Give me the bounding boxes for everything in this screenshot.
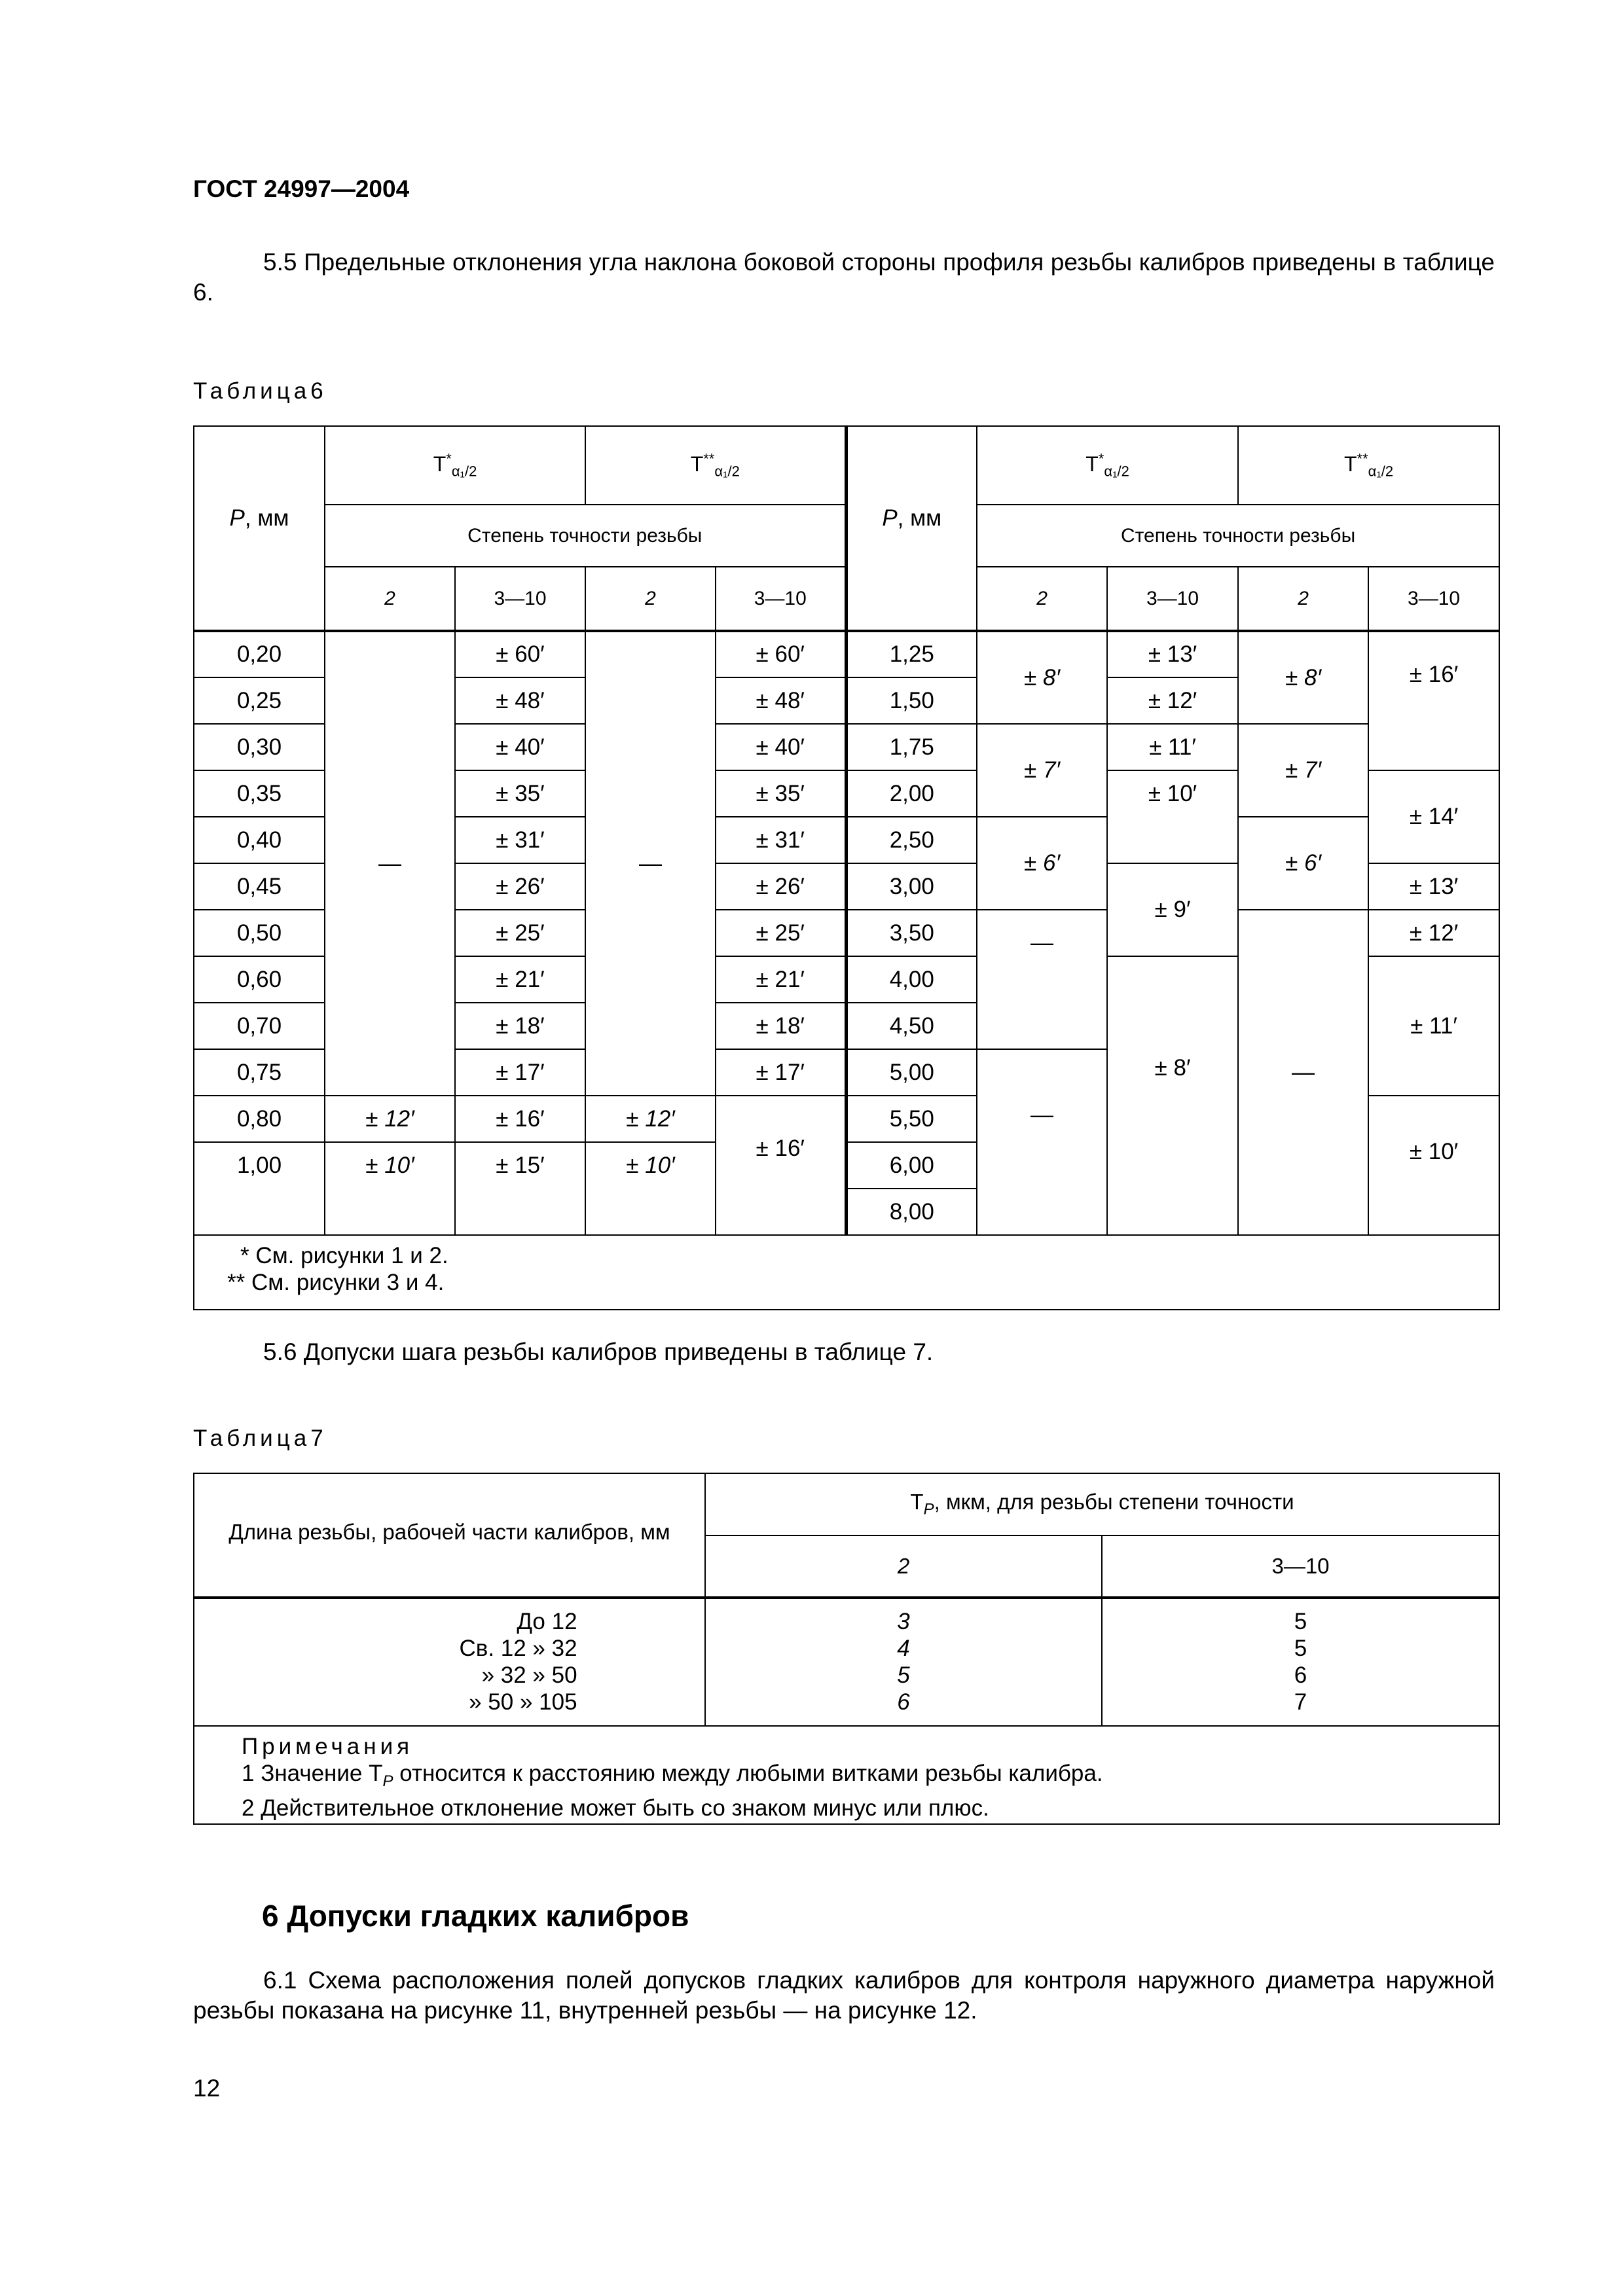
table6-value-cell: ± 10′: [1368, 1096, 1499, 1235]
table6-p-cell: 1,00: [194, 1142, 325, 1235]
table6-value-cell: ± 12′: [585, 1096, 716, 1142]
table7-value: 6: [1294, 1662, 1307, 1688]
table6-grade-2: 2: [585, 567, 716, 631]
table6-value-cell: ± 11′: [1107, 724, 1238, 770]
table6-value-cell: ± 13′: [1107, 631, 1238, 677]
table7-tp-header: $T_P$, мкм, для резьбы степени точности: [705, 1473, 1499, 1535]
table6-value-cell: ± 9′: [1107, 863, 1238, 956]
table7-value: 5: [1294, 1636, 1307, 1661]
table6-p-cell: 5,00: [846, 1049, 977, 1096]
table6-value-cell: ± 16′: [716, 1096, 846, 1235]
table6-dash-cell: —: [1238, 910, 1368, 1235]
table7-value: 3: [897, 1609, 910, 1634]
table6-dash-cell: —: [585, 631, 716, 1096]
table6-value-cell: ± 40′: [455, 724, 585, 770]
table6-footnote: ** См. рисунки 3 и 4.: [227, 1270, 445, 1295]
table6-grade-3-10: 3—10: [1368, 567, 1499, 631]
table6-value-cell: ± 12′: [1107, 677, 1238, 724]
table6-dash-cell: —: [977, 1049, 1107, 1235]
table6-value-cell: ± 48′: [455, 677, 585, 724]
table7-grade2-values: [705, 1598, 1102, 1726]
table6-value-cell: ± 26′: [455, 863, 585, 910]
table6-value-cell: ± 6′: [977, 817, 1107, 910]
table6-value-cell: ± 12′: [1368, 910, 1499, 956]
table6-p-cell: 1,50: [846, 677, 977, 724]
table6-p-cell: 2,50: [846, 817, 977, 863]
table7-notes-title: Примечания: [242, 1734, 414, 1759]
table6-p-cell: 3,50: [846, 910, 977, 956]
table6-value-cell: ± 25′: [716, 910, 846, 956]
table7-value: 5: [1294, 1609, 1307, 1634]
table6-accuracy-right: Степень точности резьбы: [977, 505, 1499, 567]
table6-p-cell: 4,50: [846, 1003, 977, 1049]
table6-p-cell: 8,00: [846, 1189, 977, 1235]
table6-value-cell: ± 60′: [716, 631, 846, 677]
table6-value-cell: ± 18′: [716, 1003, 846, 1049]
table6-p-cell: 0,20: [194, 631, 325, 677]
table6-caption: Таблица6: [193, 378, 327, 404]
page-number: 12: [193, 2075, 221, 2102]
table6-value-cell: ± 13′: [1368, 863, 1499, 910]
table7-note-2: 2 Действительное отклонение может быть со знаком минус или плюс.: [242, 1795, 989, 1821]
table6-value-cell: ± 8′: [1107, 956, 1238, 1235]
table6-value-cell: ± 35′: [716, 770, 846, 817]
table6-value-cell: ± 8′: [977, 631, 1107, 724]
table6-value-cell: ± 7′: [977, 724, 1107, 817]
table6-value-cell: ± 12′: [325, 1096, 455, 1142]
table6-value-cell: ± 10′: [1107, 770, 1238, 863]
table7-length-row: » 32 » 50: [481, 1662, 577, 1688]
table6-p-cell: 5,50: [846, 1096, 977, 1142]
table6-p-cell: 2,00: [846, 770, 977, 817]
table6-value-cell: ± 40′: [716, 724, 846, 770]
table6-p-cell: 0,25: [194, 677, 325, 724]
table6-dash-cell: —: [325, 631, 455, 1096]
table6-accuracy-left: Степень точности резьбы: [325, 505, 846, 567]
table6-p-header-left: P, мм: [194, 426, 325, 631]
table6-value-cell: ± 14′: [1368, 770, 1499, 863]
table6-value-cell: ± 10′: [325, 1142, 455, 1235]
table6-value-cell: ± 21′: [455, 956, 585, 1003]
table6-p-cell: 1,75: [846, 724, 977, 770]
table6-p-cell: 4,00: [846, 956, 977, 1003]
table6-value-cell: ± 16′: [1368, 631, 1499, 770]
table6-p-cell: 0,60: [194, 956, 325, 1003]
table6-p-cell: 0,75: [194, 1049, 325, 1096]
table6-value-cell: ± 8′: [1238, 631, 1368, 724]
table6-value-cell: ± 48′: [716, 677, 846, 724]
table6-grade-2: 2: [977, 567, 1107, 631]
table6-value-cell: ± 31′: [716, 817, 846, 863]
table6-value-cell: ± 16′: [455, 1096, 585, 1142]
table7-length-header: Длина резьбы, рабочей части калибров, мм: [194, 1473, 705, 1598]
table6-value-cell: ± 35′: [455, 770, 585, 817]
paragraph-6-1-text: 6.1 Схема расположения полей допусков гладких калибров для контроля наружного диаметра наружной резьбы показана на рисунке 11, внутренней резьбы — на рисунке 12.: [193, 1967, 1495, 2024]
table6-grade-3-10: 3—10: [455, 567, 585, 631]
table7-length-row: До 12: [517, 1609, 577, 1634]
table6-t2-header-left: $T^{**}_{\alpha_1/2}$: [585, 426, 846, 505]
table6-value-cell: ± 21′: [716, 956, 846, 1003]
document-header: ГОСТ 24997—2004: [193, 175, 410, 202]
table6-value-cell: ± 7′: [1238, 724, 1368, 817]
table6-t2-header-right: $T^{**}_{\alpha_1/2}$: [1238, 426, 1499, 505]
table7-grade3-10-values: [1102, 1598, 1499, 1726]
table7-grade-2: 2: [705, 1535, 1102, 1598]
table-7: [193, 1473, 1500, 1825]
table6-grade-2: 2: [1238, 567, 1368, 631]
paragraph-5-5-text: 5.5 Предельные отклонения угла наклона боковой стороны профиля резьбы калибров приведены в таблице 6.: [193, 249, 1495, 306]
section-6-title: 6 Допуски гладких калибров: [262, 1899, 689, 1933]
table6-value-cell: ± 18′: [455, 1003, 585, 1049]
table6-p-cell: 0,70: [194, 1003, 325, 1049]
table6-footnotes: [194, 1235, 1499, 1310]
table6-p-cell: 3,00: [846, 863, 977, 910]
paragraph-5-6: [193, 1337, 1495, 1367]
table6-t1-header-left: $T^*_{\alpha_1/2}$: [325, 426, 585, 505]
table7-value: 5: [897, 1662, 910, 1688]
table6-value-cell: ± 31′: [455, 817, 585, 863]
table-6: [193, 425, 1500, 1310]
table6-grade-3-10: 3—10: [716, 567, 846, 631]
table7-notes: [194, 1726, 1499, 1824]
table6-p-cell: 0,50: [194, 910, 325, 956]
table6-value-cell: ± 60′: [455, 631, 585, 677]
table7-length-cell: [194, 1598, 705, 1726]
table6-value-cell: ± 26′: [716, 863, 846, 910]
table7-note-1: 1 Значение $T_P$ относится к расстоянию между любыми витками резьбы калибра.: [242, 1761, 1103, 1790]
table6-grade-3-10: 3—10: [1107, 567, 1238, 631]
paragraph-5-6-text: 5.6 Допуски шага резьбы калибров приведены в таблице 7.: [263, 1338, 934, 1365]
table6-p-cell: 0,40: [194, 817, 325, 863]
table6-dash-cell: —: [977, 910, 1107, 1049]
table6-value-cell: ± 6′: [1238, 817, 1368, 910]
table7-value: 7: [1294, 1689, 1307, 1715]
table6-p-cell: 0,35: [194, 770, 325, 817]
table7-length-row: Св. 12 » 32: [459, 1636, 577, 1661]
table6-value-cell: ± 17′: [716, 1049, 846, 1096]
table7-value: 4: [897, 1636, 910, 1661]
table7-grade-3-10: 3—10: [1102, 1535, 1499, 1598]
table7-value: 6: [897, 1689, 910, 1715]
table6-p-cell: 0,30: [194, 724, 325, 770]
table6-p-header-right: P, мм: [846, 426, 977, 631]
table7-length-row: » 50 » 105: [469, 1689, 577, 1715]
table6-value-cell: ± 10′: [585, 1142, 716, 1235]
table6-p-cell: 1,25: [846, 631, 977, 677]
table6-p-cell: 6,00: [846, 1142, 977, 1189]
table6-value-cell: ± 25′: [455, 910, 585, 956]
table6-value-cell: ± 15′: [455, 1142, 585, 1235]
paragraph-6-1: [193, 1965, 1495, 2026]
table6-grade-2: 2: [325, 567, 455, 631]
table6-p-cell: 0,80: [194, 1096, 325, 1142]
table6-footnote: * См. рисунки 1 и 2.: [240, 1243, 448, 1268]
table6-value-cell: ± 11′: [1368, 956, 1499, 1096]
paragraph-5-5: [193, 247, 1495, 308]
table6-value-cell: ± 17′: [455, 1049, 585, 1096]
table6-p-cell: 0,45: [194, 863, 325, 910]
table7-caption: Таблица7: [193, 1426, 327, 1451]
table6-t1-header-right: $T^*_{\alpha_1/2}$: [977, 426, 1238, 505]
